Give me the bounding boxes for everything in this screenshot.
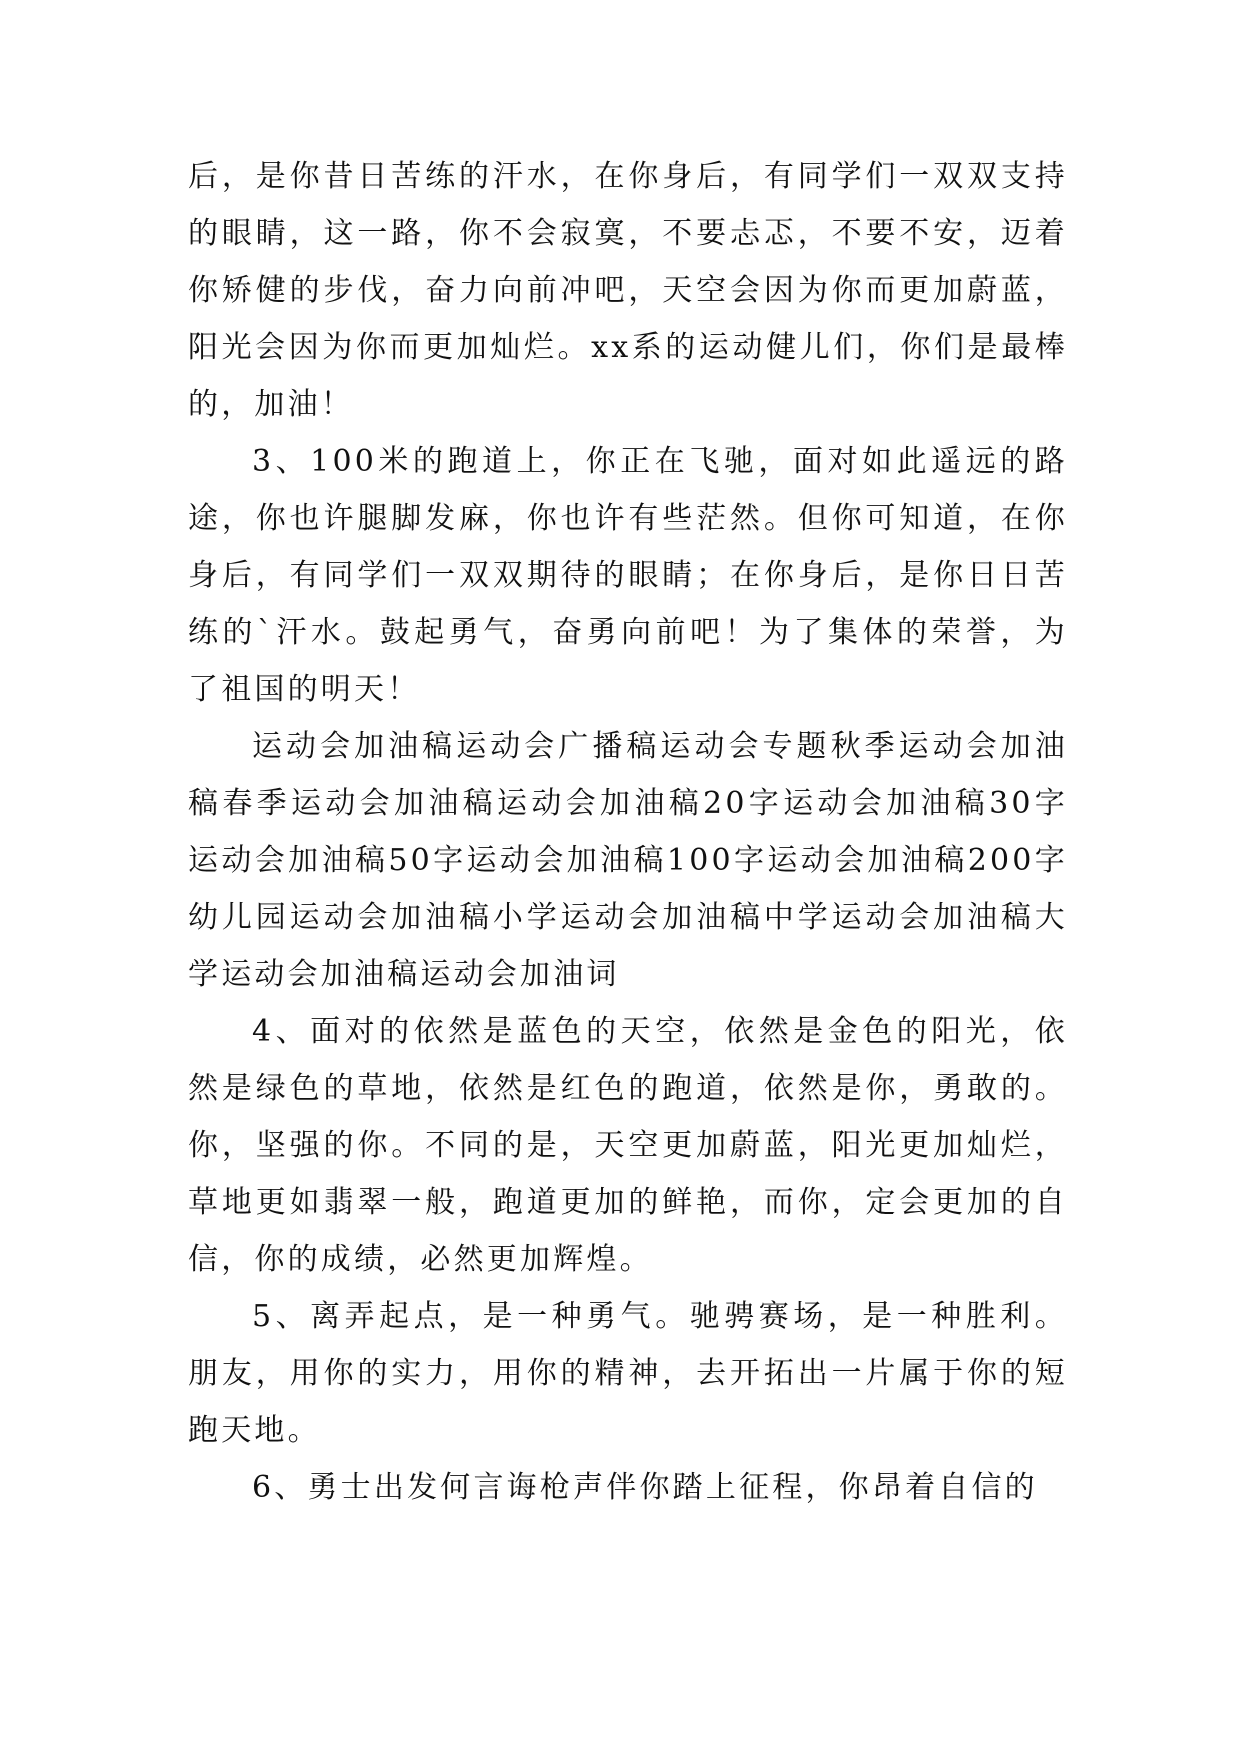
- paragraph-continuation: 后，是你昔日苦练的汗水，在你身后，有同学们一双双支持的眼睛，这一路，你不会寂寞，不要忐忑，不要不安，迈着你矫健的步伐，奋力向前冲吧，天空会因为你而更加蔚蓝，阳光会因为你而更加灿烂。xx系的运动健儿们，你们是最棒的，加油！: [188, 159, 1068, 422]
- paragraph-item-4: 4、面对的依然是蓝色的天空，依然是金色的阳光，依然是绿色的草地，依然是红色的跑道，依然是你，勇敢的。你，坚强的你。不同的是，天空更加蔚蓝，阳光更加灿烂，草地更如翡翠一般，跑道更加的鲜艳，而你，定会更加的自信，你的成绩，必然更加辉煌。: [188, 1014, 1068, 1277]
- paragraph-item-5: 5、离弄起点，是一种勇气。驰骋赛场，是一种胜利。朋友，用你的实力，用你的精神，去开拓出一片属于你的短跑天地。: [188, 1299, 1068, 1448]
- paragraph-item-3: 3、100米的跑道上，你正在飞驰，面对如此遥远的路途，你也许腿脚发麻，你也许有些茫然。但你可知道，在你身后，有同学们一双双期待的眼睛；在你身后，是你日日苦练的`汗水。鼓起勇气，奋勇向前吧！为了集体的荣誉，为了祖国的明天！: [188, 444, 1068, 707]
- paragraph-topic-list: 运动会加油稿运动会广播稿运动会专题秋季运动会加油稿春季运动会加油稿运动会加油稿20字运动会加油稿30字运动会加油稿50字运动会加油稿100字运动会加油稿200字幼儿园运动会加油稿小学运动会加油稿中学运动会加油稿大学运动会加油稿运动会加油词: [188, 729, 1068, 992]
- paragraph-item-6: 6、勇士出发何言诲枪声伴你踏上征程，你昂着自信的: [252, 1470, 1038, 1505]
- document-body: [188, 148, 1068, 1516]
